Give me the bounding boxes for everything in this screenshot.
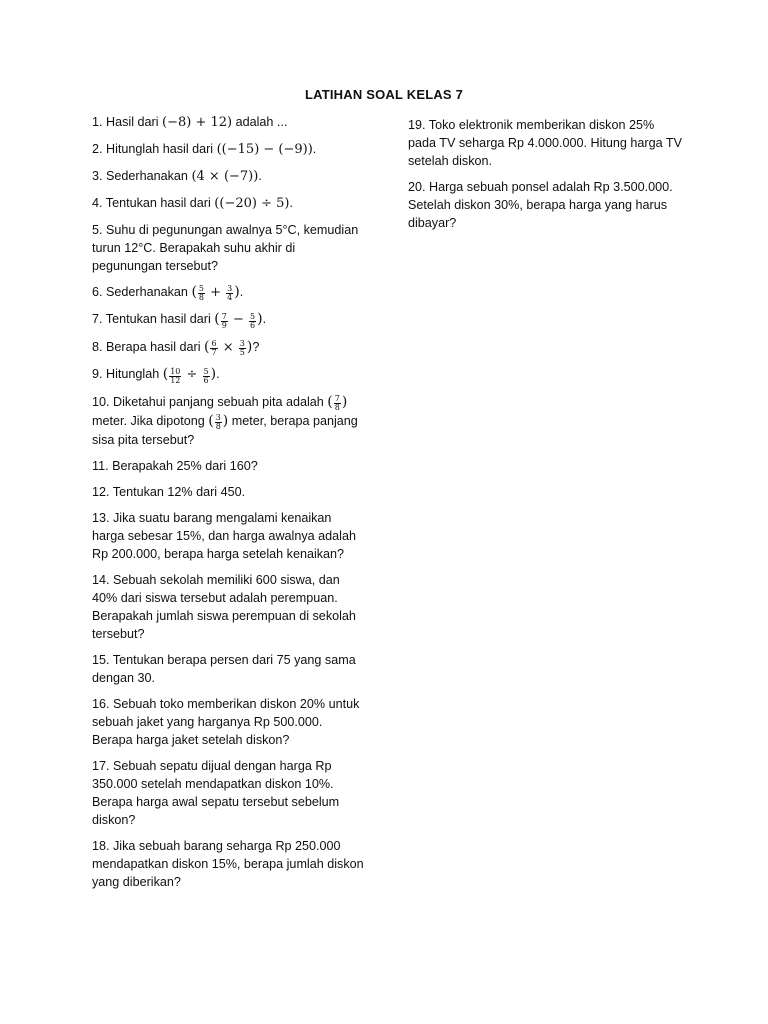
question-q19 xyxy=(408,116,683,170)
question-q17 xyxy=(92,757,364,829)
question-text: 16. Sebuah toko memberikan diskon 20% untuk sebuah jaket yang harganya Rp 500.000. Berapa harga jaket setelah diskon? xyxy=(92,697,360,748)
fraction-denominator: 4 xyxy=(227,293,233,303)
parenthesis: ( xyxy=(208,412,214,429)
question-text: 11. Berapakah 25% dari 160? xyxy=(92,459,258,474)
fraction-numerator: 7 xyxy=(221,311,227,321)
fraction-denominator: 9 xyxy=(221,320,227,330)
question-text: 19. Toko elektronik memberikan diskon 25% pada TV seharga Rp 4.000.000. Hitung harga TV setelah diskon. xyxy=(408,118,682,168)
question-text: 14. Sebuah sekolah memiliki 600 siswa, dan 40% dari siswa tersebut adalah perempuan. Berapakah jumlah siswa perempuan di sekolah tersebut? xyxy=(92,573,356,642)
question-q16 xyxy=(92,695,364,749)
fraction xyxy=(249,313,256,330)
question-q20 xyxy=(408,178,683,232)
fraction xyxy=(226,285,233,302)
fraction-denominator: 8 xyxy=(198,293,204,303)
question-text: 20. Harga sebuah ponsel adalah Rp 3.500.000. Setelah diskon 30%, berapa harga yang harus dibayar? xyxy=(408,180,673,230)
question-text: 6. Sederhanakan xyxy=(92,285,192,299)
question-text: 1. Hasil dari xyxy=(92,115,162,129)
question-text: meter, berapa panjang sisa pita tersebut? xyxy=(92,413,358,448)
fraction-denominator: 6 xyxy=(250,320,256,330)
question-text: ? xyxy=(252,339,260,354)
question-q7 xyxy=(92,310,364,329)
fraction-numerator: 6 xyxy=(211,339,217,349)
parenthesis: ) xyxy=(246,338,253,355)
right-column xyxy=(408,116,683,240)
question-text: . xyxy=(262,312,267,327)
fraction-denominator: 8 xyxy=(334,402,340,412)
fraction-denominator: 6 xyxy=(203,375,209,385)
question-q2 xyxy=(92,140,364,159)
question-text: 15. Tentukan berapa persen dari 75 yang sama dengan 30. xyxy=(92,653,356,686)
fraction xyxy=(215,414,222,431)
question-q18 xyxy=(92,837,364,891)
math-expression: × xyxy=(218,339,238,355)
math-expression: ((−15) − (−9)) xyxy=(216,142,313,157)
question-q6 xyxy=(92,283,364,302)
question-q8 xyxy=(92,338,364,357)
question-text: 3. Sederhanakan xyxy=(92,169,192,183)
question-q10 xyxy=(92,393,364,450)
fraction-numerator: 5 xyxy=(198,284,204,294)
question-text: 7. Tentukan hasil dari xyxy=(92,312,215,327)
question-text: 2. Hitunglah hasil dari xyxy=(92,142,217,156)
fraction-numerator: 5 xyxy=(203,366,209,376)
fraction-denominator: 7 xyxy=(211,348,217,358)
fraction-numerator: 3 xyxy=(227,284,233,294)
question-q4 xyxy=(92,194,364,213)
question-text: 12. Tentukan 12% dari 450. xyxy=(92,485,246,500)
parenthesis: ) xyxy=(341,393,348,410)
question-text: . xyxy=(289,196,293,210)
question-text: adalah ... xyxy=(232,115,288,129)
question-text: 13. Jika suatu barang mengalami kenaikan harga sebesar 15%, dan harga awalnya adalah Rp 200.000, berapa harga setelah kenaikan? xyxy=(92,511,356,562)
question-text: . xyxy=(312,142,317,156)
parenthesis: ) xyxy=(234,284,240,300)
math-expression: − xyxy=(228,312,249,328)
math-expression: ((−20) ÷ 5) xyxy=(214,196,290,211)
fraction-numerator: 7 xyxy=(334,393,340,403)
question-text: 18. Jika sebuah barang seharga Rp 250.000 mendapatkan diskon 15%, berapa jumlah diskon yang diberikan? xyxy=(92,839,364,890)
fraction-denominator: 12 xyxy=(170,375,181,385)
question-text: 5. Suhu di pegunungan awalnya 5°C, kemudian turun 12°C. Berapakah suhu akhir di pegunungan tersebut? xyxy=(92,223,359,273)
parenthesis: ( xyxy=(214,311,220,328)
math-expression: ÷ xyxy=(182,367,202,383)
question-text: 8. Berapa hasil dari xyxy=(92,339,205,354)
question-text: . xyxy=(258,169,262,183)
left-column xyxy=(92,113,364,899)
question-q9 xyxy=(92,365,364,384)
fraction xyxy=(239,340,246,357)
page-title: LATIHAN SOAL KELAS 7 xyxy=(304,87,464,102)
question-q15 xyxy=(92,651,364,687)
fraction-numerator: 5 xyxy=(250,311,256,321)
fraction xyxy=(334,395,341,412)
question-text: 4. Tentukan hasil dari xyxy=(92,196,215,210)
question-q12 xyxy=(92,483,364,501)
question-text: . xyxy=(216,367,220,382)
question-text: meter. Jika dipotong xyxy=(92,413,209,428)
fraction-denominator: 8 xyxy=(215,422,221,432)
parenthesis: ( xyxy=(204,338,210,355)
question-text: 9. Hitunglah xyxy=(92,367,163,382)
fraction-numerator: 3 xyxy=(215,413,221,423)
question-text: 10. Diketahui panjang sebuah pita adalah xyxy=(92,394,328,409)
parenthesis: ( xyxy=(191,284,197,300)
question-q3 xyxy=(92,167,364,186)
question-q14 xyxy=(92,571,364,643)
math-expression: (4 × (−7)) xyxy=(191,169,259,184)
parenthesis: ( xyxy=(327,393,333,410)
fraction xyxy=(221,313,228,330)
fraction xyxy=(210,340,217,357)
question-q1 xyxy=(92,113,364,132)
question-q5 xyxy=(92,221,364,275)
fraction-denominator: 5 xyxy=(239,348,245,358)
fraction-numerator: 10 xyxy=(170,366,181,376)
fraction xyxy=(203,368,210,385)
parenthesis: ) xyxy=(257,311,263,328)
parenthesis: ( xyxy=(162,366,169,383)
fraction xyxy=(169,368,181,385)
parenthesis: ) xyxy=(222,412,229,429)
math-expression: + xyxy=(206,285,226,300)
parenthesis: ) xyxy=(210,366,217,383)
question-text: 17. Sebuah sepatu dijual dengan harga Rp 350.000 setelah mendapatkan diskon 10%. Berapa harga awal sepatu tersebut sebelum diskon? xyxy=(92,759,340,828)
question-text: . xyxy=(239,285,244,299)
question-q13 xyxy=(92,509,364,563)
fraction-numerator: 3 xyxy=(239,339,245,349)
question-q11 xyxy=(92,457,364,475)
math-expression: (−8) + 12) xyxy=(162,115,233,130)
fraction xyxy=(198,285,205,302)
